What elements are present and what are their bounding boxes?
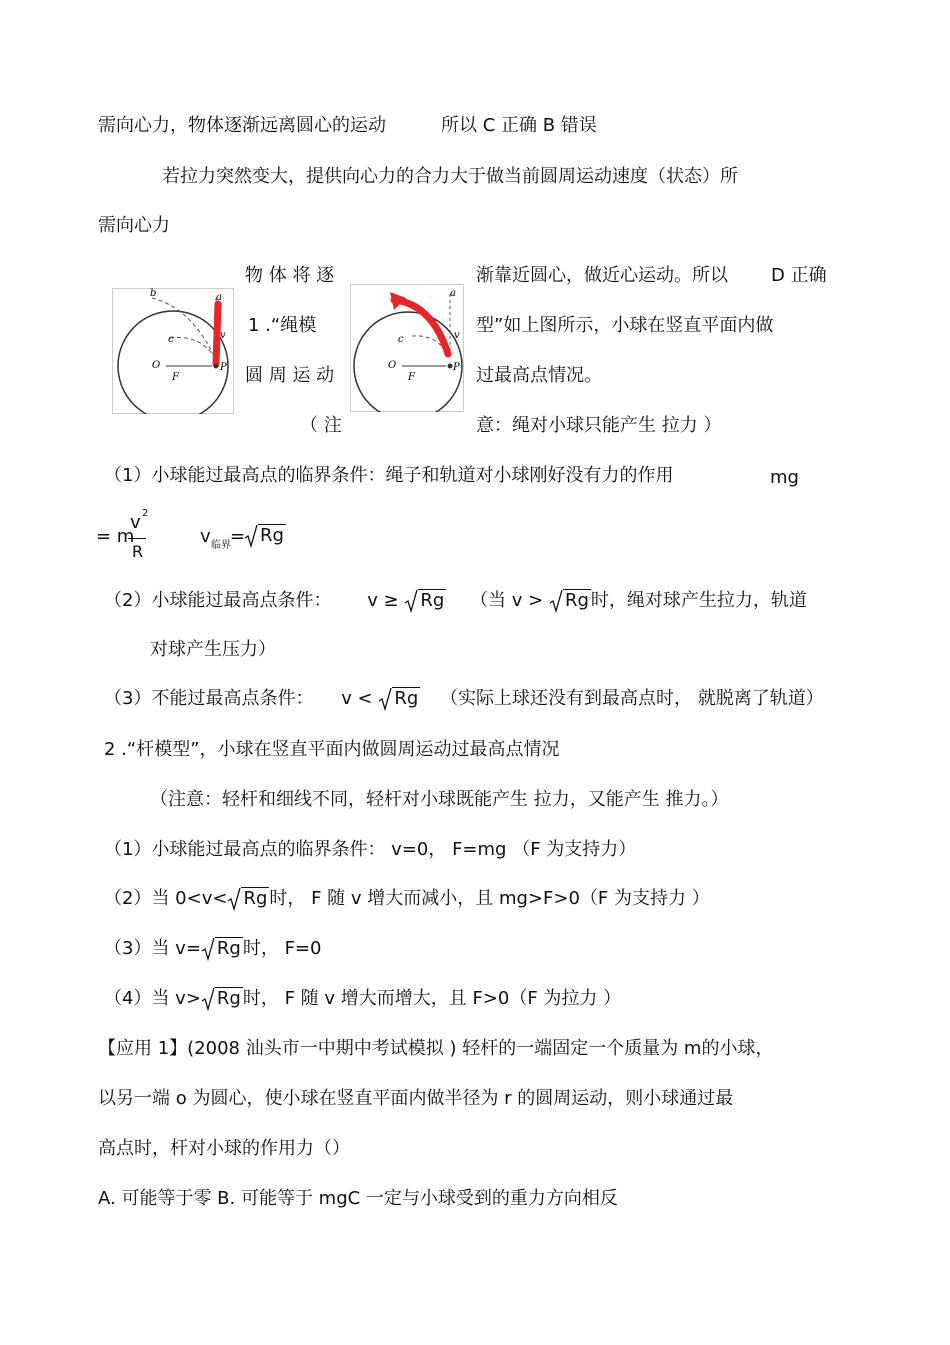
label-o-right: O	[388, 360, 397, 371]
sqrt-rg-2: Rg	[404, 589, 446, 613]
rope-figure-right	[350, 284, 464, 412]
rope-figure-left	[112, 288, 234, 414]
rod-model-heading: 2 .“杆模型”，小球在竖直平面内做圆周运动过最高点情况	[104, 739, 560, 760]
middle-line-2-left: 1 .“绳模	[248, 315, 317, 336]
middle-line-1-left: 物 体 将 逐	[245, 265, 335, 286]
eq-equals: =	[230, 526, 246, 547]
label-v: v	[220, 330, 226, 341]
sqrt-rg-3: Rg	[549, 589, 591, 613]
middle-line-1-d: D 正确	[771, 265, 827, 286]
eq-frac-bar	[128, 538, 146, 539]
application-line-2: 以另一端 o 为圆心，使小球在竖直平面内做半径为 r 的圆周运动，则小球通过最	[98, 1088, 734, 1109]
rod-rule-4: （4）当 v> Rg 时， F 随 v 增大而增大，且 F>0（F 为拉力 ）	[104, 988, 622, 1009]
middle-line-3-left: 圆 周 运 动	[245, 365, 335, 386]
text-line-3: 需向心力	[98, 215, 170, 236]
rod-model-note: （注意：轻杆和细线不同，轻杆对小球既能产生 拉力，又能产生 推力。）	[150, 789, 729, 810]
middle-line-1-right: 渐靠近圆心，做近心运动。所以	[476, 265, 728, 286]
middle-line-4-left: （ 注	[300, 415, 342, 436]
rod-rule-1: （1）小球能过最高点的临界条件： v=0， F=mg （F 为支持力）	[104, 839, 637, 860]
label-a-right: a	[450, 288, 456, 299]
sqrt-rg-7: Rg	[201, 987, 243, 1011]
rope-rule-3: （3）不能过最高点条件： v < Rg （实际上球还没有到最高点时， 就脱离了轨道）	[104, 688, 824, 709]
rod-rule-2: （2）当 0<v< Rg 时， F 随 v 增大而减小，且 mg>F>0（F 为支持力 ）	[104, 888, 710, 909]
sqrt-rg-5: Rg	[227, 887, 269, 911]
sqrt-rg: Rg	[244, 524, 286, 547]
label-f-right: F	[408, 372, 415, 383]
text-line-1b: 所以 C 正确 B 错误	[441, 115, 597, 136]
label-v-right: v	[454, 330, 460, 341]
text-line-2: 若拉力突然变大，提供向心力的合力大于做当前圆周运动速度（状态）所	[162, 166, 738, 187]
label-f: F	[172, 372, 179, 383]
eq-frac-r: R	[132, 542, 144, 561]
label-p-right: P	[453, 362, 460, 373]
text-line-1a: 需向心力，物体逐渐远离圆心的运动	[98, 115, 386, 136]
label-b: b	[150, 288, 157, 299]
sqrt-rg-4: Rg	[378, 687, 420, 711]
label-c-right: c	[398, 334, 404, 345]
label-o: O	[152, 360, 161, 371]
middle-line-3-right: 过最高点情况。	[476, 365, 602, 386]
rope-rule-1: （1）小球能过最高点的临界条件：绳子和轨道对小球刚好没有力的作用	[104, 465, 674, 486]
label-a: a	[216, 292, 222, 303]
rope-rule-2: （2）小球能过最高点条件： v ≥ Rg （当 v > Rg 时，绳对球产生拉力，轨道	[104, 590, 807, 611]
eq-vcrit: v	[200, 526, 211, 547]
eq-frac-v: v	[130, 512, 141, 533]
rope-rule-1-mg: mg	[770, 467, 799, 488]
middle-line-2-right: 型”如上图所示，小球在竖直平面内做	[476, 315, 774, 336]
label-c: c	[168, 334, 174, 345]
application-line-3: 高点时，杆对小球的作用力（）	[98, 1138, 350, 1159]
eq-vcrit-sub: 临界	[211, 540, 231, 551]
red-trajectory	[216, 304, 218, 364]
answer-options: A. 可能等于零 B. 可能等于 mgC 一定与小球受到的重力方向相反	[98, 1188, 618, 1209]
sqrt-rg-6: Rg	[201, 937, 243, 961]
eq-frac-sup: 2	[142, 508, 149, 519]
eq-m: = m	[96, 526, 135, 547]
rope-rule-2-cont: 对球产生压力）	[150, 639, 276, 660]
middle-line-4-right: 意：绳对小球只能产生 拉力 ）	[476, 415, 722, 436]
application-line-1: 【应用 1】(2008 汕头市一中期中考试模拟 ) 轻杆的一端固定一个质量为 m的小球，	[98, 1038, 774, 1059]
label-p: P	[220, 362, 227, 373]
rod-rule-3: （3）当 v= Rg 时， F=0	[104, 938, 322, 959]
